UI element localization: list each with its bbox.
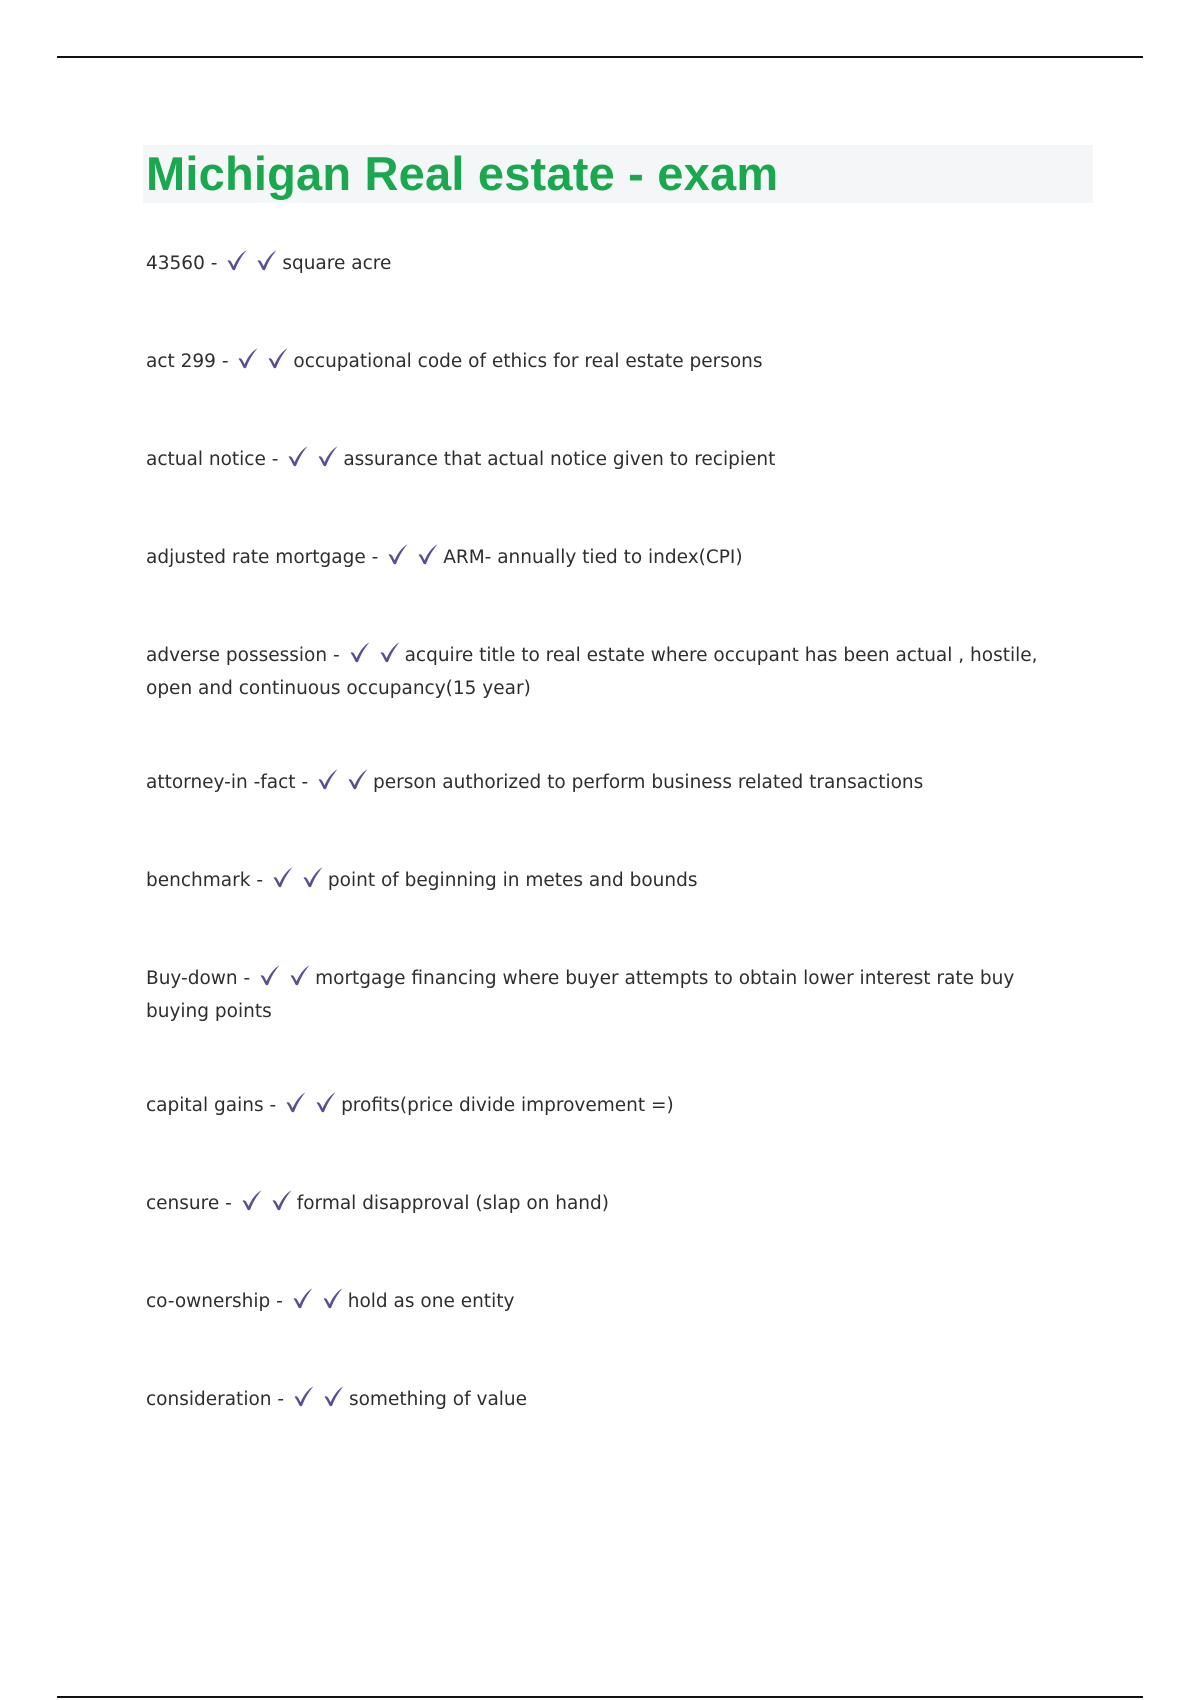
double-check-icon bbox=[236, 346, 290, 380]
flashcard-entry bbox=[146, 1188, 1076, 1222]
header-rule bbox=[57, 56, 1143, 58]
entry-term: 43560 bbox=[146, 253, 205, 274]
entry-separator: - bbox=[333, 645, 340, 666]
entry-separator: - bbox=[371, 547, 379, 568]
check-icon bbox=[416, 542, 440, 566]
check-icon bbox=[378, 640, 402, 664]
flashcard-entry bbox=[146, 1090, 1076, 1124]
check-icon bbox=[291, 1286, 315, 1310]
entry-definition: square acre bbox=[282, 253, 392, 274]
double-check-icon bbox=[240, 1188, 294, 1222]
entry-definition: formal disapproval (slap on hand) bbox=[296, 1193, 609, 1214]
check-icon bbox=[322, 1384, 346, 1408]
entry-term: act 299 bbox=[146, 351, 216, 372]
check-icon bbox=[316, 444, 340, 468]
entry-definition: something of value bbox=[348, 1389, 528, 1410]
entry-separator: - bbox=[301, 772, 309, 793]
check-icon bbox=[348, 640, 372, 664]
entry-definition: ARM- annually tied to index(CPI) bbox=[443, 547, 743, 568]
check-icon bbox=[314, 1090, 338, 1114]
flashcard-list bbox=[146, 248, 1076, 1482]
entry-definition: profits(price divide improvement =) bbox=[341, 1095, 674, 1116]
double-check-icon bbox=[225, 248, 279, 282]
flashcard-entry bbox=[146, 248, 1076, 282]
check-icon bbox=[316, 767, 340, 791]
entry-separator: - bbox=[210, 253, 218, 274]
entry-term: adverse possession bbox=[146, 645, 328, 666]
double-check-icon bbox=[386, 542, 440, 576]
entry-definition: person authorized to perform business related transactions bbox=[373, 772, 924, 793]
entry-separator: - bbox=[221, 351, 229, 372]
flashcard-entry bbox=[146, 444, 1076, 478]
check-icon bbox=[270, 1188, 294, 1212]
check-icon bbox=[301, 865, 325, 889]
double-check-icon bbox=[316, 767, 370, 801]
entry-definition: hold as one entity bbox=[347, 1291, 515, 1312]
entry-term: capital gains bbox=[146, 1095, 264, 1116]
footer-rule bbox=[57, 1696, 1143, 1698]
entry-definition: mortgage financing where buyer attempts to obtain lower interest rate buy buying points bbox=[146, 968, 1015, 1022]
entry-term: consideration bbox=[146, 1389, 272, 1410]
double-check-icon bbox=[271, 865, 325, 899]
flashcard-entry bbox=[146, 865, 1076, 899]
entry-term: co-ownership bbox=[146, 1291, 271, 1312]
document-title: Michigan Real estate - exam bbox=[146, 147, 779, 200]
double-check-icon bbox=[284, 1090, 338, 1124]
flashcard-entry bbox=[146, 1384, 1076, 1418]
flashcard-entry bbox=[146, 1286, 1076, 1320]
check-icon bbox=[255, 248, 279, 272]
check-icon bbox=[386, 542, 410, 566]
entry-separator: - bbox=[271, 449, 279, 470]
double-check-icon bbox=[286, 444, 340, 478]
entry-term: censure bbox=[146, 1193, 220, 1214]
entry-term: Buy-down bbox=[146, 968, 238, 989]
entry-definition: occupational code of ethics for real estate persons bbox=[293, 351, 763, 372]
entry-definition: point of beginning in metes and bounds bbox=[327, 870, 698, 891]
check-icon bbox=[266, 346, 290, 370]
flashcard-entry bbox=[146, 640, 1076, 704]
check-icon bbox=[346, 767, 370, 791]
entry-separator: - bbox=[243, 968, 251, 989]
entry-term: attorney-in -fact bbox=[146, 772, 296, 793]
check-icon bbox=[236, 346, 260, 370]
entry-definition: assurance that actual notice given to recipient bbox=[343, 449, 776, 470]
entry-definition: acquire title to real estate where occupant has been actual , hostile, open and continuous occupancy(15 year) bbox=[146, 645, 1038, 699]
check-icon bbox=[271, 865, 295, 889]
entry-term: actual notice bbox=[146, 449, 266, 470]
check-icon bbox=[288, 963, 312, 987]
entry-term: benchmark bbox=[146, 870, 251, 891]
entry-separator: - bbox=[277, 1389, 285, 1410]
check-icon bbox=[284, 1090, 308, 1114]
check-icon bbox=[240, 1188, 264, 1212]
flashcard-entry bbox=[146, 346, 1076, 380]
entry-separator: - bbox=[256, 870, 264, 891]
entry-separator: - bbox=[269, 1095, 277, 1116]
entry-separator: - bbox=[276, 1291, 283, 1312]
double-check-icon bbox=[291, 1286, 345, 1320]
check-icon bbox=[286, 444, 310, 468]
check-icon bbox=[258, 963, 282, 987]
flashcard-entry bbox=[146, 542, 1076, 576]
check-icon bbox=[225, 248, 249, 272]
double-check-icon bbox=[348, 640, 402, 674]
flashcard-entry bbox=[146, 963, 1076, 1027]
double-check-icon bbox=[292, 1384, 346, 1418]
flashcard-entry bbox=[146, 767, 1076, 801]
check-icon bbox=[321, 1286, 345, 1310]
entry-term: adjusted rate mortgage bbox=[146, 547, 366, 568]
entry-separator: - bbox=[225, 1193, 232, 1214]
double-check-icon bbox=[258, 963, 312, 997]
check-icon bbox=[292, 1384, 316, 1408]
